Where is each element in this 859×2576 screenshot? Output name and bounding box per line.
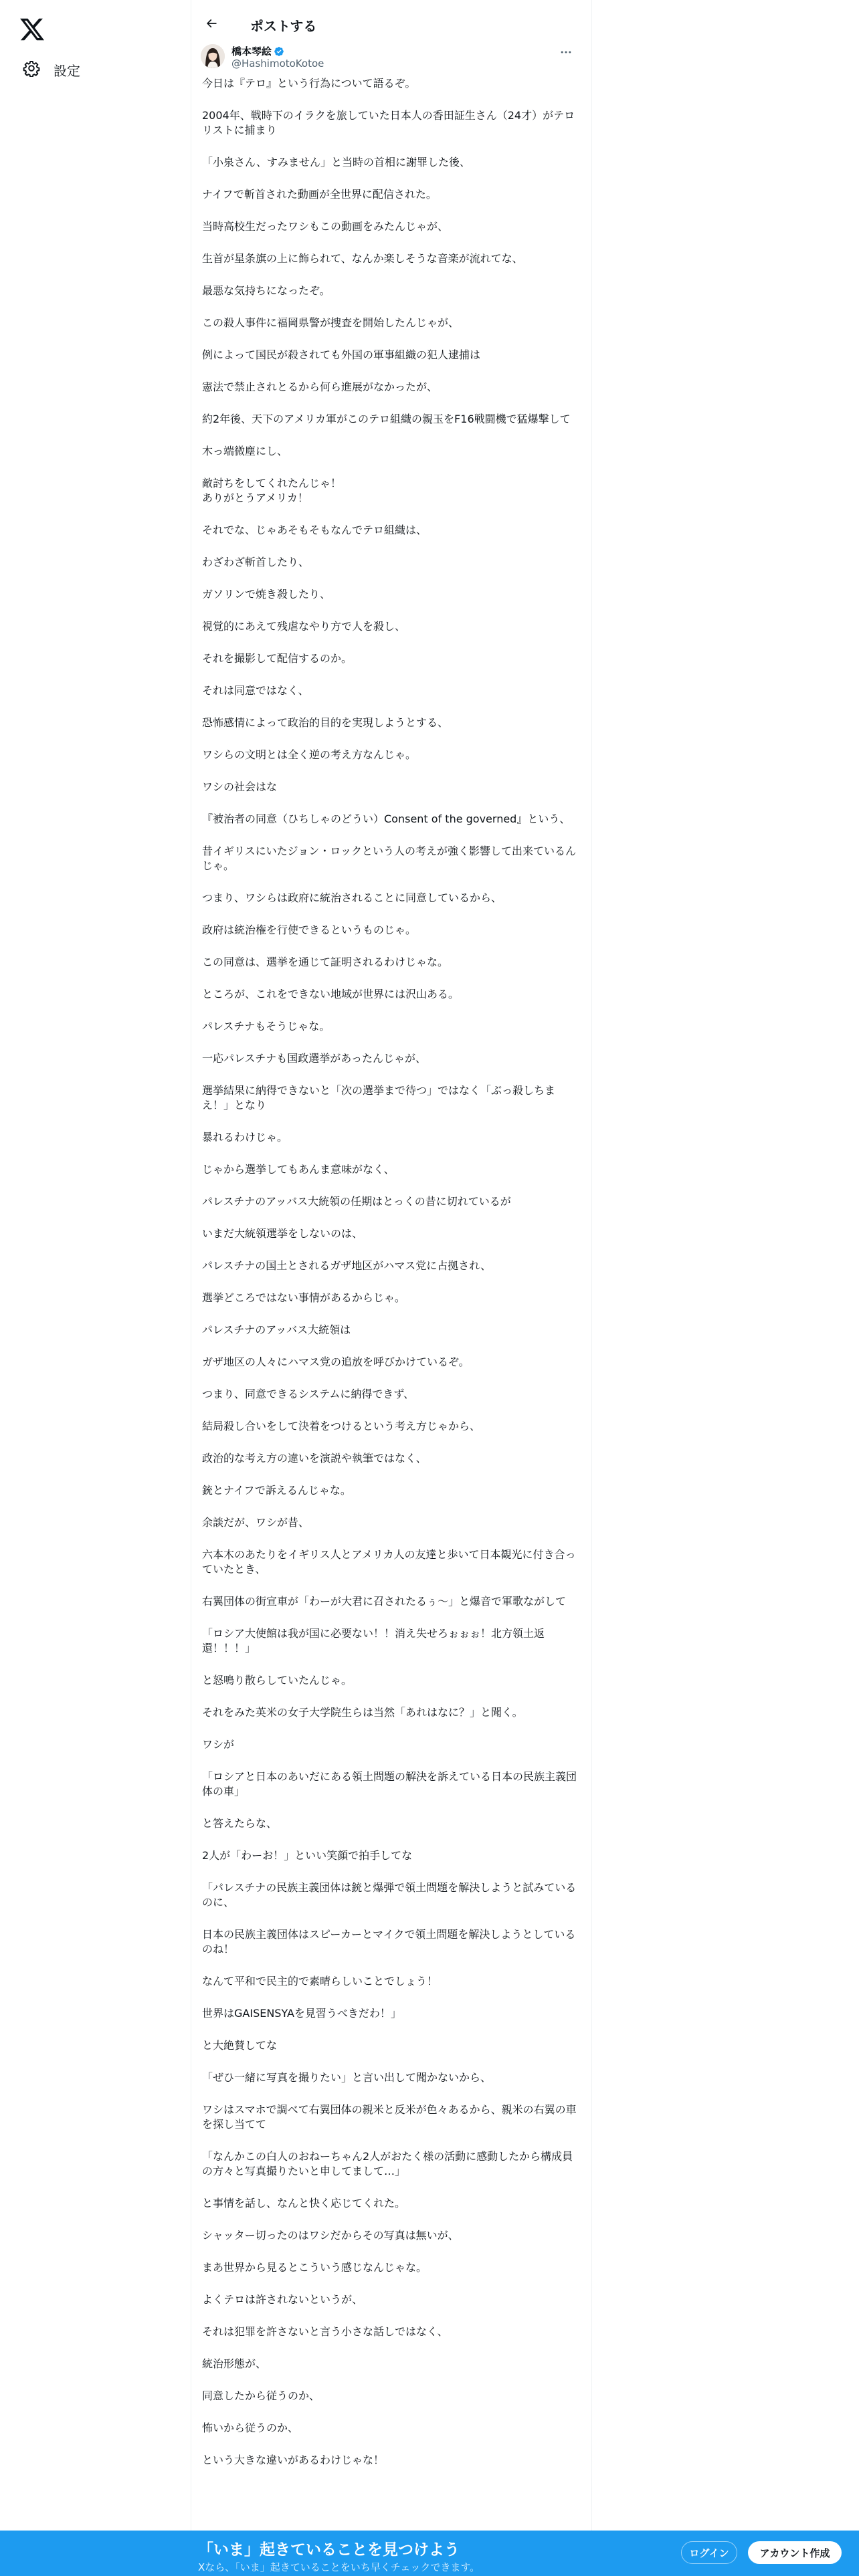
post-paragraph: 日本の民族主義団体はスピーカーとマイクで領土問題を解決しようとしているのね！	[202, 1928, 576, 1955]
post-paragraph: それを撮影して配信するのか。	[202, 652, 353, 665]
post-paragraph: 政治的な考え方の違いを演説や執筆ではなく、	[202, 1452, 427, 1465]
post-paragraph: それをみた英米の女子大学院生らは当然「あれはなに？」と聞く。	[202, 1706, 523, 1719]
post-paragraph: シャッター切ったのはワシだからその写真は無いが、	[202, 2229, 459, 2242]
post-paragraph: 選挙結果に納得できないと「次の選挙まで待つ」ではなく「ぶっ殺しちまえ！」となり	[202, 1084, 556, 1111]
x-logo-icon[interactable]	[19, 16, 45, 43]
post-paragraph: パレスチナのアッバス大統領の任期はとっくの昔に切れているが	[202, 1195, 511, 1208]
post-paragraph: なんて平和で民主的で素晴らしいことでしょう！	[202, 1975, 438, 1988]
post-paragraph: 同意したから従うのか、	[202, 2389, 320, 2402]
post-paragraph: よくテロは許されないというが、	[202, 2293, 363, 2306]
post-paragraph: ところが、これをできない地域が世界には沢山ある。	[202, 988, 460, 1000]
post-paragraph: じゃから選挙してもあんま意味がなく、	[202, 1163, 395, 1176]
post-paragraph: 約2年後、天下のアメリカ軍がこのテロ組織の親玉をF16戦闘機で猛爆撃して	[202, 413, 571, 425]
avatar[interactable]	[201, 44, 225, 68]
post-paragraph: 「ぜひ一緒に写真を撮りたい」と言い出して聞かないから、	[202, 2071, 492, 2084]
post-paragraph: という大きな違いがあるわけじゃな！	[202, 2454, 385, 2466]
post-paragraph: それは犯罪を許さないと言う小さな話しではなく、	[202, 2325, 448, 2338]
page-header	[191, 0, 591, 49]
author-name[interactable]: 橋本琴絵	[231, 45, 272, 58]
post-paragraph: 昔イギリスにいたジョン・ロックという人の考えが強く影響して出来ているんじゃ。	[202, 845, 577, 872]
post-paragraph: 政府は統治権を行使できるというものじゃ。	[202, 924, 417, 936]
banner-subtitle: Xなら、「いま」起きていることをいち早くチェックできます。	[198, 2561, 480, 2573]
post-paragraph: この殺人事件に福岡県警が捜査を開始したんじゃが、	[202, 316, 460, 329]
login-button[interactable]: ログイン	[681, 2541, 737, 2564]
post-paragraph: 「パレスチナの民族主義団体は銃と爆弾で領土問題を解決しようと試みているのに、	[202, 1881, 577, 1909]
post-paragraph: 余談だが、ワシが昔、	[202, 1516, 310, 1529]
post-paragraph: 2004年、戦時下のイラクを旅していた日本人の香田証生さん（24才）がテロリストに捕まり	[202, 109, 575, 136]
arrow-left-icon	[205, 17, 218, 33]
banner-title: 「いま」起きていることを見つけよう	[198, 2541, 460, 2559]
post-paragraph: 憲法で禁止されとるから何ら進展がなかったが、	[202, 381, 438, 393]
post-text	[202, 76, 581, 2485]
post-paragraph: 怖いから従うのか、	[202, 2422, 299, 2434]
post-paragraph: それは同意ではなく、	[202, 684, 309, 697]
signup-banner	[0, 2531, 859, 2576]
post-paragraph: それでな、じゃあそもそもなんでテロ組織は、	[202, 524, 427, 536]
post-paragraph: 銃とナイフで訴えるんじゃな。	[202, 1484, 351, 1497]
main-column	[191, 0, 592, 2576]
gear-icon	[23, 60, 40, 80]
post-paragraph: 統治形態が、	[202, 2357, 267, 2370]
post-paragraph: 今日は『テロ』という行為について語るぞ。	[202, 77, 416, 90]
post-paragraph: 右翼団体の街宣車が「わーが大君に召されたるぅ〜」と爆音で軍歌ながして	[202, 1595, 567, 1608]
post-paragraph: ナイフで斬首された動画が全世界に配信された。	[202, 188, 437, 201]
post-author	[201, 44, 575, 74]
post-paragraph: 「小泉さん、すみません」と当時の首相に謝罪した後、	[202, 156, 470, 169]
post-paragraph: 視覚的にあえて残虐なやり方で人を殺し、	[202, 620, 406, 633]
post-paragraph: 敵討ちをしてくれたんじゃ！ ありがとうアメリカ！	[202, 477, 342, 504]
post-paragraph: 選挙どころではない事情があるからじゃ。	[202, 1291, 405, 1304]
left-navigation	[0, 0, 191, 2576]
post-paragraph: と事情を話し、なんと快く応じてくれた。	[202, 2197, 406, 2210]
nav-settings[interactable]	[15, 52, 88, 87]
post-paragraph: 「ロシアと日本のあいだにある領土問題の解決を訴えている日本の民族主義団体の車」	[202, 1770, 577, 1798]
post-paragraph: 例によって国民が殺されても外国の軍事組織の犯人逮捕は	[202, 348, 481, 361]
post-paragraph: 結局殺し合いをして決着をつけるという考え方じゃから、	[202, 1420, 481, 1432]
post-paragraph: ワシはスマホで調べて右翼団体の親米と反米が色々あるから、親米の右翼の車を探し当てて	[202, 2103, 577, 2131]
post-paragraph: と大絶賛してな	[202, 2039, 278, 2052]
nav-settings-label: 設定	[54, 62, 80, 79]
post-paragraph: まあ世界から見るとこういう感じなんじゃな。	[202, 2261, 427, 2274]
post-paragraph: 「ロシア大使館は我が国に必要ない！！消え失せろぉぉぉ！北方領土返還！！！」	[202, 1627, 545, 1654]
post-paragraph: 暴れるわけじゃ。	[202, 1131, 288, 1144]
post-paragraph: この同意は、選挙を通じて証明されるわけじゃな。	[202, 956, 449, 968]
post-paragraph: 木っ端微塵にし、	[202, 445, 288, 457]
post-paragraph: 当時高校生だったワシもこの動画をみたんじゃが、	[202, 220, 449, 233]
back-button[interactable]	[199, 13, 223, 37]
post-paragraph: 六本木のあたりをイギリス人とアメリカ人の友達と歩いて日本観光に付き合っていたとき、	[202, 1548, 576, 1576]
post-paragraph: 2人が「わーお！」といい笑顔で拍手してな	[202, 1849, 413, 1862]
post-paragraph: パレスチナの国土とされるガザ地区がハマス党に占拠され、	[202, 1259, 492, 1272]
more-options-button[interactable]	[557, 47, 575, 60]
post-paragraph: 最悪な気持ちになったぞ。	[202, 284, 330, 297]
post-paragraph: つまり、ワシらは政府に統治されることに同意しているから、	[202, 891, 502, 904]
post-paragraph: ガザ地区の人々にハマス党の追放を呼びかけているぞ。	[202, 1356, 470, 1368]
verified-badge-icon	[274, 46, 284, 57]
post-paragraph: わざわざ斬首したり、	[202, 556, 310, 568]
post-paragraph: 『被治者の同意（ひちしゃのどうい）Consent of the governed』という、	[202, 813, 571, 825]
post-paragraph: と答えたらな、	[202, 1817, 278, 1830]
post-paragraph: 一応パレスチナも国政選挙があったんじゃが、	[202, 1052, 427, 1065]
post-paragraph: ガソリンで焼き殺したり、	[202, 588, 331, 601]
more-horizontal-icon	[559, 45, 573, 62]
post-paragraph: 生首が星条旗の上に飾られて、なんか楽しそうな音楽が流れてな、	[202, 252, 523, 265]
post-paragraph: パレスチナのアッバス大統領は	[202, 1323, 351, 1336]
post-paragraph: ワシの社会はな	[202, 780, 278, 793]
post-paragraph: いまだ大統領選挙をしないのは、	[202, 1227, 363, 1240]
post-paragraph: ワシが	[202, 1738, 235, 1751]
post-paragraph: パレスチナもそうじゃな。	[202, 1020, 330, 1033]
post-paragraph: 「なんかこの白人のおねーちゃん2人がおたく様の活動に感動したから構成員の方々と写真撮りたいと申してまして…」	[202, 2150, 573, 2177]
signup-button[interactable]: アカウント作成	[748, 2541, 842, 2564]
post-paragraph: ワシらの文明とは全く逆の考え方なんじゃ。	[202, 748, 417, 761]
post-paragraph: 恐怖感情によって政治的目的を実現しようとする、	[202, 716, 449, 729]
post-paragraph: 世界はGAISENSYAを見習うべきだわ！」	[202, 2007, 401, 2020]
author-name-row	[231, 44, 284, 58]
post-paragraph: つまり、同意できるシステムに納得できず、	[202, 1388, 415, 1400]
page-title: ポストする	[250, 17, 317, 34]
post-paragraph: と怒鳴り散らしていたんじゃ。	[202, 1674, 353, 1687]
author-handle[interactable]: @HashimotoKotoe	[231, 58, 324, 70]
